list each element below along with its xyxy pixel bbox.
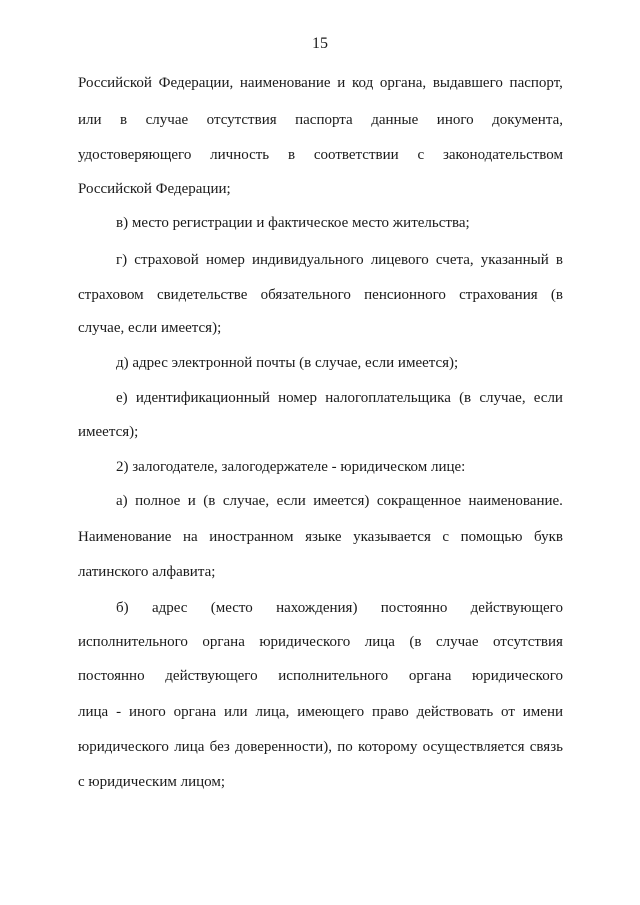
word: отсутствия bbox=[206, 112, 277, 128]
word: юридического bbox=[78, 739, 169, 755]
word: номер bbox=[278, 390, 318, 406]
word: налогоплательщика bbox=[325, 390, 451, 406]
text-line: 2) залогодателе, залогодержателе - юридическом лице: bbox=[116, 459, 466, 475]
text-line bbox=[78, 736, 563, 758]
word: с bbox=[442, 529, 450, 545]
word: юридического bbox=[472, 668, 563, 684]
word: лицевого bbox=[370, 252, 429, 268]
word: лица bbox=[174, 739, 205, 755]
word: выдавшего bbox=[432, 75, 503, 91]
word: имени bbox=[522, 704, 563, 720]
word: г) bbox=[116, 252, 128, 268]
word: и bbox=[337, 75, 346, 91]
word: постоянно bbox=[380, 600, 448, 616]
text-line bbox=[116, 387, 563, 409]
word: действующего bbox=[165, 668, 258, 684]
word: органа bbox=[202, 634, 245, 650]
text-line bbox=[78, 72, 563, 94]
word: паспорт, bbox=[509, 75, 563, 91]
text-line bbox=[78, 109, 563, 131]
word: удостоверяющего bbox=[78, 147, 192, 163]
text-line: Российской Федерации; bbox=[78, 181, 231, 197]
word: лица bbox=[78, 704, 109, 720]
word: которому bbox=[357, 739, 418, 755]
word: полное bbox=[135, 493, 181, 509]
text-line bbox=[78, 526, 563, 548]
word: имеется) bbox=[313, 493, 370, 509]
word: по bbox=[337, 739, 353, 755]
word: (в bbox=[409, 634, 422, 650]
text-line: д) адрес электронной почты (в случае, если имеется); bbox=[116, 355, 459, 371]
word: страховой bbox=[134, 252, 199, 268]
text-line: латинского алфавита; bbox=[78, 564, 216, 580]
word: а) bbox=[116, 493, 128, 509]
word: постоянно bbox=[78, 668, 145, 684]
word: юридического bbox=[259, 634, 351, 650]
word: лица, bbox=[255, 704, 290, 720]
text-line bbox=[78, 701, 563, 723]
word: с bbox=[417, 147, 425, 163]
text-line bbox=[78, 631, 563, 653]
word: данные bbox=[371, 112, 419, 128]
word: лица bbox=[364, 634, 395, 650]
word: иного bbox=[436, 112, 474, 128]
word: иного bbox=[128, 704, 166, 720]
word: без bbox=[209, 739, 230, 755]
word: нахождения) bbox=[276, 600, 358, 616]
word: б) bbox=[116, 600, 129, 616]
word: наименование bbox=[239, 75, 331, 91]
word: соответствии bbox=[313, 147, 399, 163]
text-line bbox=[116, 490, 563, 512]
word: (место bbox=[210, 600, 253, 616]
text-line bbox=[78, 144, 563, 166]
word: в bbox=[555, 252, 563, 268]
word: паспорта bbox=[295, 112, 353, 128]
word: адрес bbox=[151, 600, 188, 616]
word: е) bbox=[116, 390, 128, 406]
text-line bbox=[78, 284, 563, 306]
word: свидетельстве bbox=[156, 287, 248, 303]
word: случае, bbox=[479, 390, 526, 406]
word: исполнительного bbox=[278, 668, 389, 684]
text-line bbox=[116, 597, 563, 619]
word: сокращенное bbox=[376, 493, 462, 509]
word: от bbox=[501, 704, 515, 720]
word: (в bbox=[203, 493, 216, 509]
word: или bbox=[224, 704, 248, 720]
word: органа bbox=[408, 668, 452, 684]
word: пенсионного bbox=[364, 287, 446, 303]
word: (в bbox=[459, 390, 472, 406]
word: органа bbox=[173, 704, 217, 720]
word: право bbox=[372, 704, 409, 720]
word: Наименование bbox=[78, 529, 172, 545]
word: если bbox=[533, 390, 563, 406]
word: код bbox=[351, 75, 374, 91]
word: доверенности), bbox=[235, 739, 332, 755]
word: Федерации, bbox=[158, 75, 234, 91]
word: языке bbox=[305, 529, 342, 545]
word: номер bbox=[205, 252, 245, 268]
word: действующего bbox=[470, 600, 563, 616]
word: наименование. bbox=[468, 493, 563, 509]
text-line: случае, если имеется); bbox=[78, 320, 222, 336]
word: на bbox=[183, 529, 198, 545]
word: и bbox=[187, 493, 196, 509]
word: в bbox=[120, 112, 128, 128]
word: личность bbox=[210, 147, 270, 163]
word: документа, bbox=[492, 112, 563, 128]
word: страхования bbox=[459, 287, 538, 303]
word: случае, bbox=[222, 493, 270, 509]
text-line: имеется); bbox=[78, 424, 139, 440]
word: органа, bbox=[379, 75, 427, 91]
word: указывается bbox=[353, 529, 431, 545]
word: страховом bbox=[78, 287, 144, 303]
word: обязательного bbox=[260, 287, 351, 303]
word: связь bbox=[529, 739, 563, 755]
word: - bbox=[116, 704, 122, 720]
text-line bbox=[116, 249, 563, 271]
word: действовать bbox=[416, 704, 494, 720]
word: (в bbox=[550, 287, 563, 303]
word: законодательством bbox=[442, 147, 563, 163]
word: или bbox=[78, 112, 102, 128]
word: случае bbox=[145, 112, 189, 128]
word: если bbox=[276, 493, 306, 509]
page-number: 15 bbox=[312, 35, 328, 52]
word: индивидуального bbox=[251, 252, 364, 268]
word: имеющего bbox=[297, 704, 365, 720]
word: помощью bbox=[460, 529, 523, 545]
word: отсутствия bbox=[492, 634, 563, 650]
word: идентификационный bbox=[135, 390, 270, 406]
word: случае bbox=[435, 634, 479, 650]
word: исполнительного bbox=[78, 634, 188, 650]
word: указанный bbox=[480, 252, 549, 268]
word: в bbox=[287, 147, 296, 163]
word: букв bbox=[534, 529, 563, 545]
text-line: с юридическим лицом; bbox=[78, 774, 226, 790]
text-line: в) место регистрации и фактическое место жительства; bbox=[116, 215, 470, 231]
word: Российской bbox=[78, 75, 152, 91]
word: счета, bbox=[435, 252, 474, 268]
word: иностранном bbox=[209, 529, 294, 545]
text-line bbox=[78, 665, 563, 687]
word: осуществляется bbox=[422, 739, 525, 755]
